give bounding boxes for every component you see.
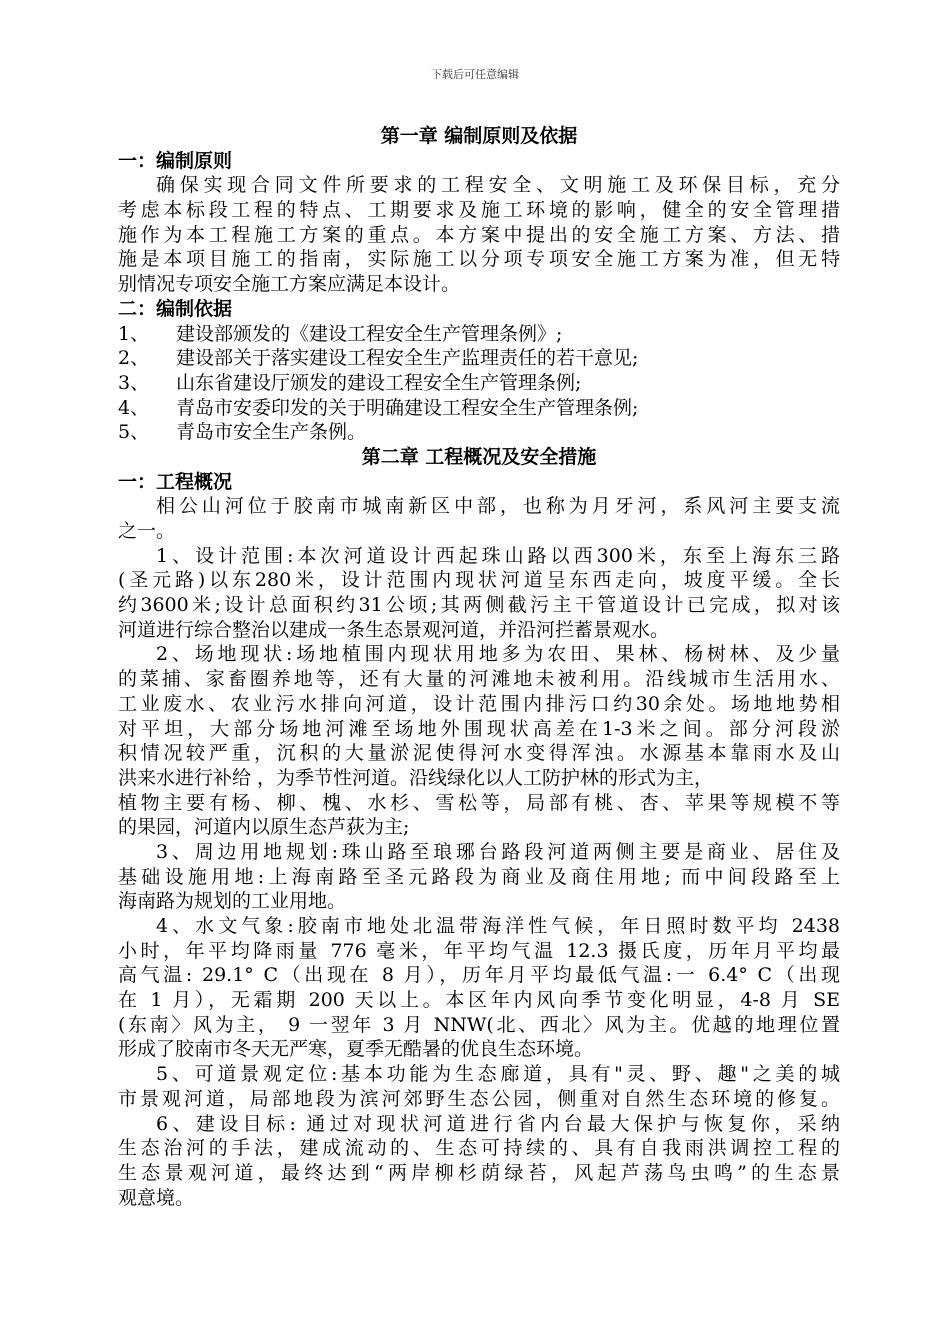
paragraph-line: 确保实现合同文件所要求的工程安全、文明施工及环保目标，充分 (156, 174, 840, 197)
chapter2-section1-title: 一：工程概况 (118, 470, 233, 493)
paragraph-line: 施是本项目施工的指南，实际施工以分项专项安全施工方案为准，但无特 (118, 248, 840, 271)
paragraph-line: 施作为本工程施工方案的重点。本方案中提出的安全施工方案、方法、措 (118, 223, 840, 246)
paragraph-line: 形成了胶南市冬天无严寒，夏季无酷暑的优良生态环境。 (118, 1038, 594, 1061)
paragraph-line: 3、周边用地规划:珠山路至琅琊台路段河道两侧主要是商业、居住及 (156, 840, 840, 863)
paragraph-line: 相公山河位于胶南市城南新区中部，也称为月牙河，系风河主要支流 (156, 495, 840, 518)
paragraph-line: 小时，年平均降雨量 776 毫米，年平均气温 12.3 摄氏度，历年月平均最 (118, 939, 840, 962)
paragraph-line: 4、水文气象:胶南市地处北温带海洋性气候，年日照时数平均 2438 (156, 915, 840, 937)
paragraph-line: 河道进行综合整治以建成一条生态景观河道，并沿河拦蓄景观水。 (118, 618, 670, 641)
list-item (118, 396, 840, 421)
paragraph-line: 观意境。 (118, 1186, 195, 1209)
paragraph-line: 考虑本标段工程的特点、工期要求及施工环境的影响，健全的安全管理措 (118, 199, 840, 222)
paragraph-line: 工业废水、农业污水排向河道，设计范围内排污口约30余处。场地地势相 (118, 692, 840, 715)
paragraph-line: 6、建设目标: 通过对现状河道进行省内台最大保护与恢复你，采纳 (156, 1112, 840, 1135)
chapter1-title: 第一章 编制原则及依据 (380, 125, 578, 147)
paragraph-line: 的果园，河道内以原生态芦荻为主; (118, 816, 410, 839)
list-item-text: 建设部颁发的《建设工程安全生产管理条例》; (176, 322, 563, 345)
paragraph-line: 1、设计范围:本次河道设计西起珠山路以西300米，东至上海东三路 (156, 544, 840, 567)
chapter1-section1-title: 一：编制原则 (118, 149, 233, 172)
paragraph-line: 在 1 月），无霜期 200 天以上。本区年内风向季节变化明显，4-8 月 SE (118, 989, 840, 1012)
list-item-number: 2、 (118, 347, 150, 370)
list-item-number: 3、 (118, 371, 150, 394)
list-item (118, 322, 840, 347)
list-item-text: 建设部关于落实建设工程安全生产监理责任的若干意见; (176, 347, 639, 370)
paragraph-line: 积情况较严重，沉积的大量淤泥使得河水变得浑浊。水源基本靠雨水及山 (118, 742, 840, 765)
paragraph-line: (圣元路)以东280米，设计范围内现状河道呈东西走向，坡度平缓。全长 (118, 569, 840, 592)
page-header: 下载后可任意编辑 (431, 68, 519, 81)
list-item-number: 4、 (118, 396, 150, 419)
paragraph-line: 生态治河的手法，建成流动的、生态可持续的、具有自我雨洪调控工程的 (118, 1137, 840, 1160)
paragraph-line: 之一。 (118, 520, 176, 542)
document-body (118, 124, 840, 1210)
list-item-text: 青岛市安全生产条例。 (176, 421, 367, 444)
paragraph-line: (东南〉风为主， 9 一翌年 3 月 NNW(北、西北〉风为主。优越的地理位置 (118, 1013, 840, 1036)
paragraph-line: 市景观河道，局部地段为滨河郊野生态公园，侧重对自然生态环境的修复。 (118, 1087, 840, 1110)
list-item (118, 420, 840, 445)
list-item (118, 346, 840, 371)
paragraph-line: 海南路为规划的工业用地。 (118, 890, 347, 913)
paragraph-line: 5、可道景观定位:基本功能为生态廊道，具有"灵、野、趣"之美的城 (156, 1063, 840, 1086)
list-item (118, 371, 840, 396)
paragraph-line: 生态景观河道，最终达到“两岸柳杉荫绿苔，风起芦荡鸟虫鸣”的生态景 (118, 1161, 840, 1184)
list-item-text: 青岛市安委印发的关于明确建设工程安全生产管理条例; (176, 396, 639, 419)
chapter2-title: 第二章 工程概况及安全措施 (361, 445, 597, 468)
paragraph-line: 别情况专项安全施工方案应满足本设计。 (118, 273, 461, 296)
paragraph-line: 2、场地现状:场地植围内现状用地多为农田、果林、杨树林、及少量 (156, 643, 840, 666)
list-item-number: 1、 (118, 322, 150, 345)
paragraph-line: 洪来水进行补给 ，为季节性河道。沿线绿化以人工防护林的形式为主， (118, 766, 714, 789)
paragraph-line: 基础设施用地:上海南路至圣元路段为商业及商住用地; 而中间段路至上 (118, 865, 840, 888)
paragraph-line: 的菜捕、家畜圈养地等，还有大量的河滩地未被利用。沿线城市生活用水、 (118, 668, 840, 691)
paragraph-line: 高气温: 29.1° C（出现在 8 月），历年月平均最低气温:一 6.4° C（出现 (118, 964, 840, 987)
chapter1-section2-title: 二：编制依据 (118, 297, 233, 320)
paragraph-line: 约3600米;设计总面积约31公顷;其两侧截污主干管道设计已完成，拟对该 (118, 594, 840, 617)
paragraph-line: 植物主要有杨、柳、槐、水杉、雪松等，局部有桃、杏、苹果等规模不等 (118, 791, 840, 814)
paragraph-line: 对平坦，大部分场地河滩至场地外围现状高差在1-3米之间。部分河段淤 (118, 717, 840, 740)
list-item-number: 5、 (118, 421, 150, 444)
list-item-text: 山东省建设厅颁发的建设工程安全生产管理条例; (176, 371, 582, 394)
